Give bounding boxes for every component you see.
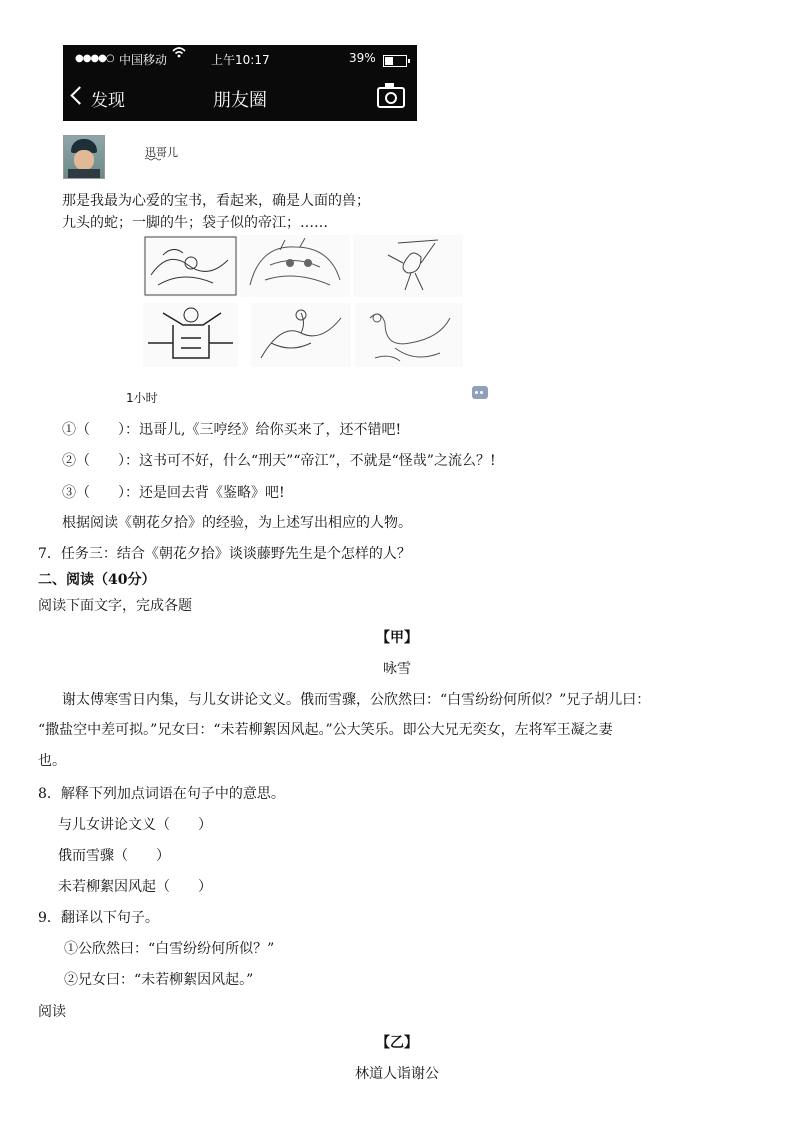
q9-item-2: ②兄女曰：“未若柳絮因风起。” (64, 972, 254, 988)
q9-item-1: ①公欣然曰：“白雪纷纷何所似？” (64, 941, 275, 957)
status-time: 上午10:17 (211, 53, 270, 67)
status-bar (63, 51, 417, 69)
reply-1: ①（ ）：迅哥儿,《三哼经》给你买来了，还不错吧! (62, 422, 402, 438)
q8-item-1: 与儿女讲论文义（ ） (58, 817, 212, 833)
post-image-4[interactable] (143, 303, 238, 367)
avatar[interactable] (63, 135, 105, 179)
carrier-name: 中国移动 (119, 53, 168, 67)
wifi-icon (172, 46, 186, 61)
post-image-grid[interactable] (143, 235, 463, 367)
passage-yi-marker: 【乙】 (376, 1035, 418, 1051)
underline-squiggle (145, 157, 161, 161)
post-text-line1: 那是我最为心爱的宝书，看起来，确是人面的兽； (62, 193, 370, 209)
passage-jia-marker: 【甲】 (376, 630, 418, 646)
question-8: 8．解释下列加点词语在句子中的意思。 (38, 786, 285, 802)
q8-item-2: 俄而雪骤（ ） (58, 848, 170, 864)
battery-percent: 39% (349, 51, 376, 65)
post-image-1[interactable] (143, 235, 238, 297)
camera-icon[interactable] (377, 87, 405, 108)
back-label: 发现 (91, 91, 125, 111)
passage-jia-line2: “撒盐空中差可拟。”兄女曰：“未若柳絮因风起。”公大笑乐。即公大兄无奕女，左将军王凝之妻 (38, 722, 613, 738)
passage-jia-title: 咏雪 (383, 661, 411, 677)
passage-jia-line3: 也。 (38, 753, 66, 769)
read-label: 阅读 (38, 1004, 66, 1020)
question-7: 7．任务三：结合《朝花夕拾》谈谈藤野先生是个怎样的人？ (38, 546, 411, 562)
post-image-2[interactable] (240, 235, 350, 297)
section-heading: 二、阅读（40分） (38, 572, 156, 588)
post-text-line2: 九头的蛇；一脚的牛；袋子似的帝江；…… (62, 215, 328, 231)
reply-2: ②（ ）：这书可不好，什么“刑天”“帝江”，不就是“怪哉”之流么？! (62, 453, 496, 469)
post-image-6[interactable] (355, 303, 463, 367)
nav-title: 朋友圈 (213, 90, 267, 111)
phone-header (63, 45, 417, 121)
post-image-3[interactable] (353, 235, 463, 297)
reply-3: ③（ ）：还是回去背《鉴略》吧! (62, 485, 285, 501)
passage-yi-title: 林道人诣谢公 (355, 1066, 439, 1082)
post-username[interactable]: 迅哥儿 (145, 146, 178, 159)
question-9: 9．翻译以下句子。 (38, 910, 159, 926)
battery-icon (383, 55, 407, 67)
instruction: 根据阅读《朝花夕拾》的经验，为上述写出相应的人物。 (62, 515, 412, 531)
signal-strength: ●●●●○ (75, 53, 114, 64)
post-time: 1小时 (126, 391, 158, 405)
passage-jia-line1: 谢太傅寒雪日内集，与儿女讲论文义。俄而雪骤，公欣然曰：“白雪纷纷何所似？”兄子胡儿曰： (62, 692, 651, 708)
read-prompt: 阅读下面文字，完成各题 (38, 598, 192, 614)
post-image-5[interactable] (251, 303, 351, 367)
nav-bar (63, 81, 417, 115)
comment-icon[interactable] (472, 386, 488, 399)
q8-item-3: 未若柳絮因风起（ ） (58, 879, 212, 895)
